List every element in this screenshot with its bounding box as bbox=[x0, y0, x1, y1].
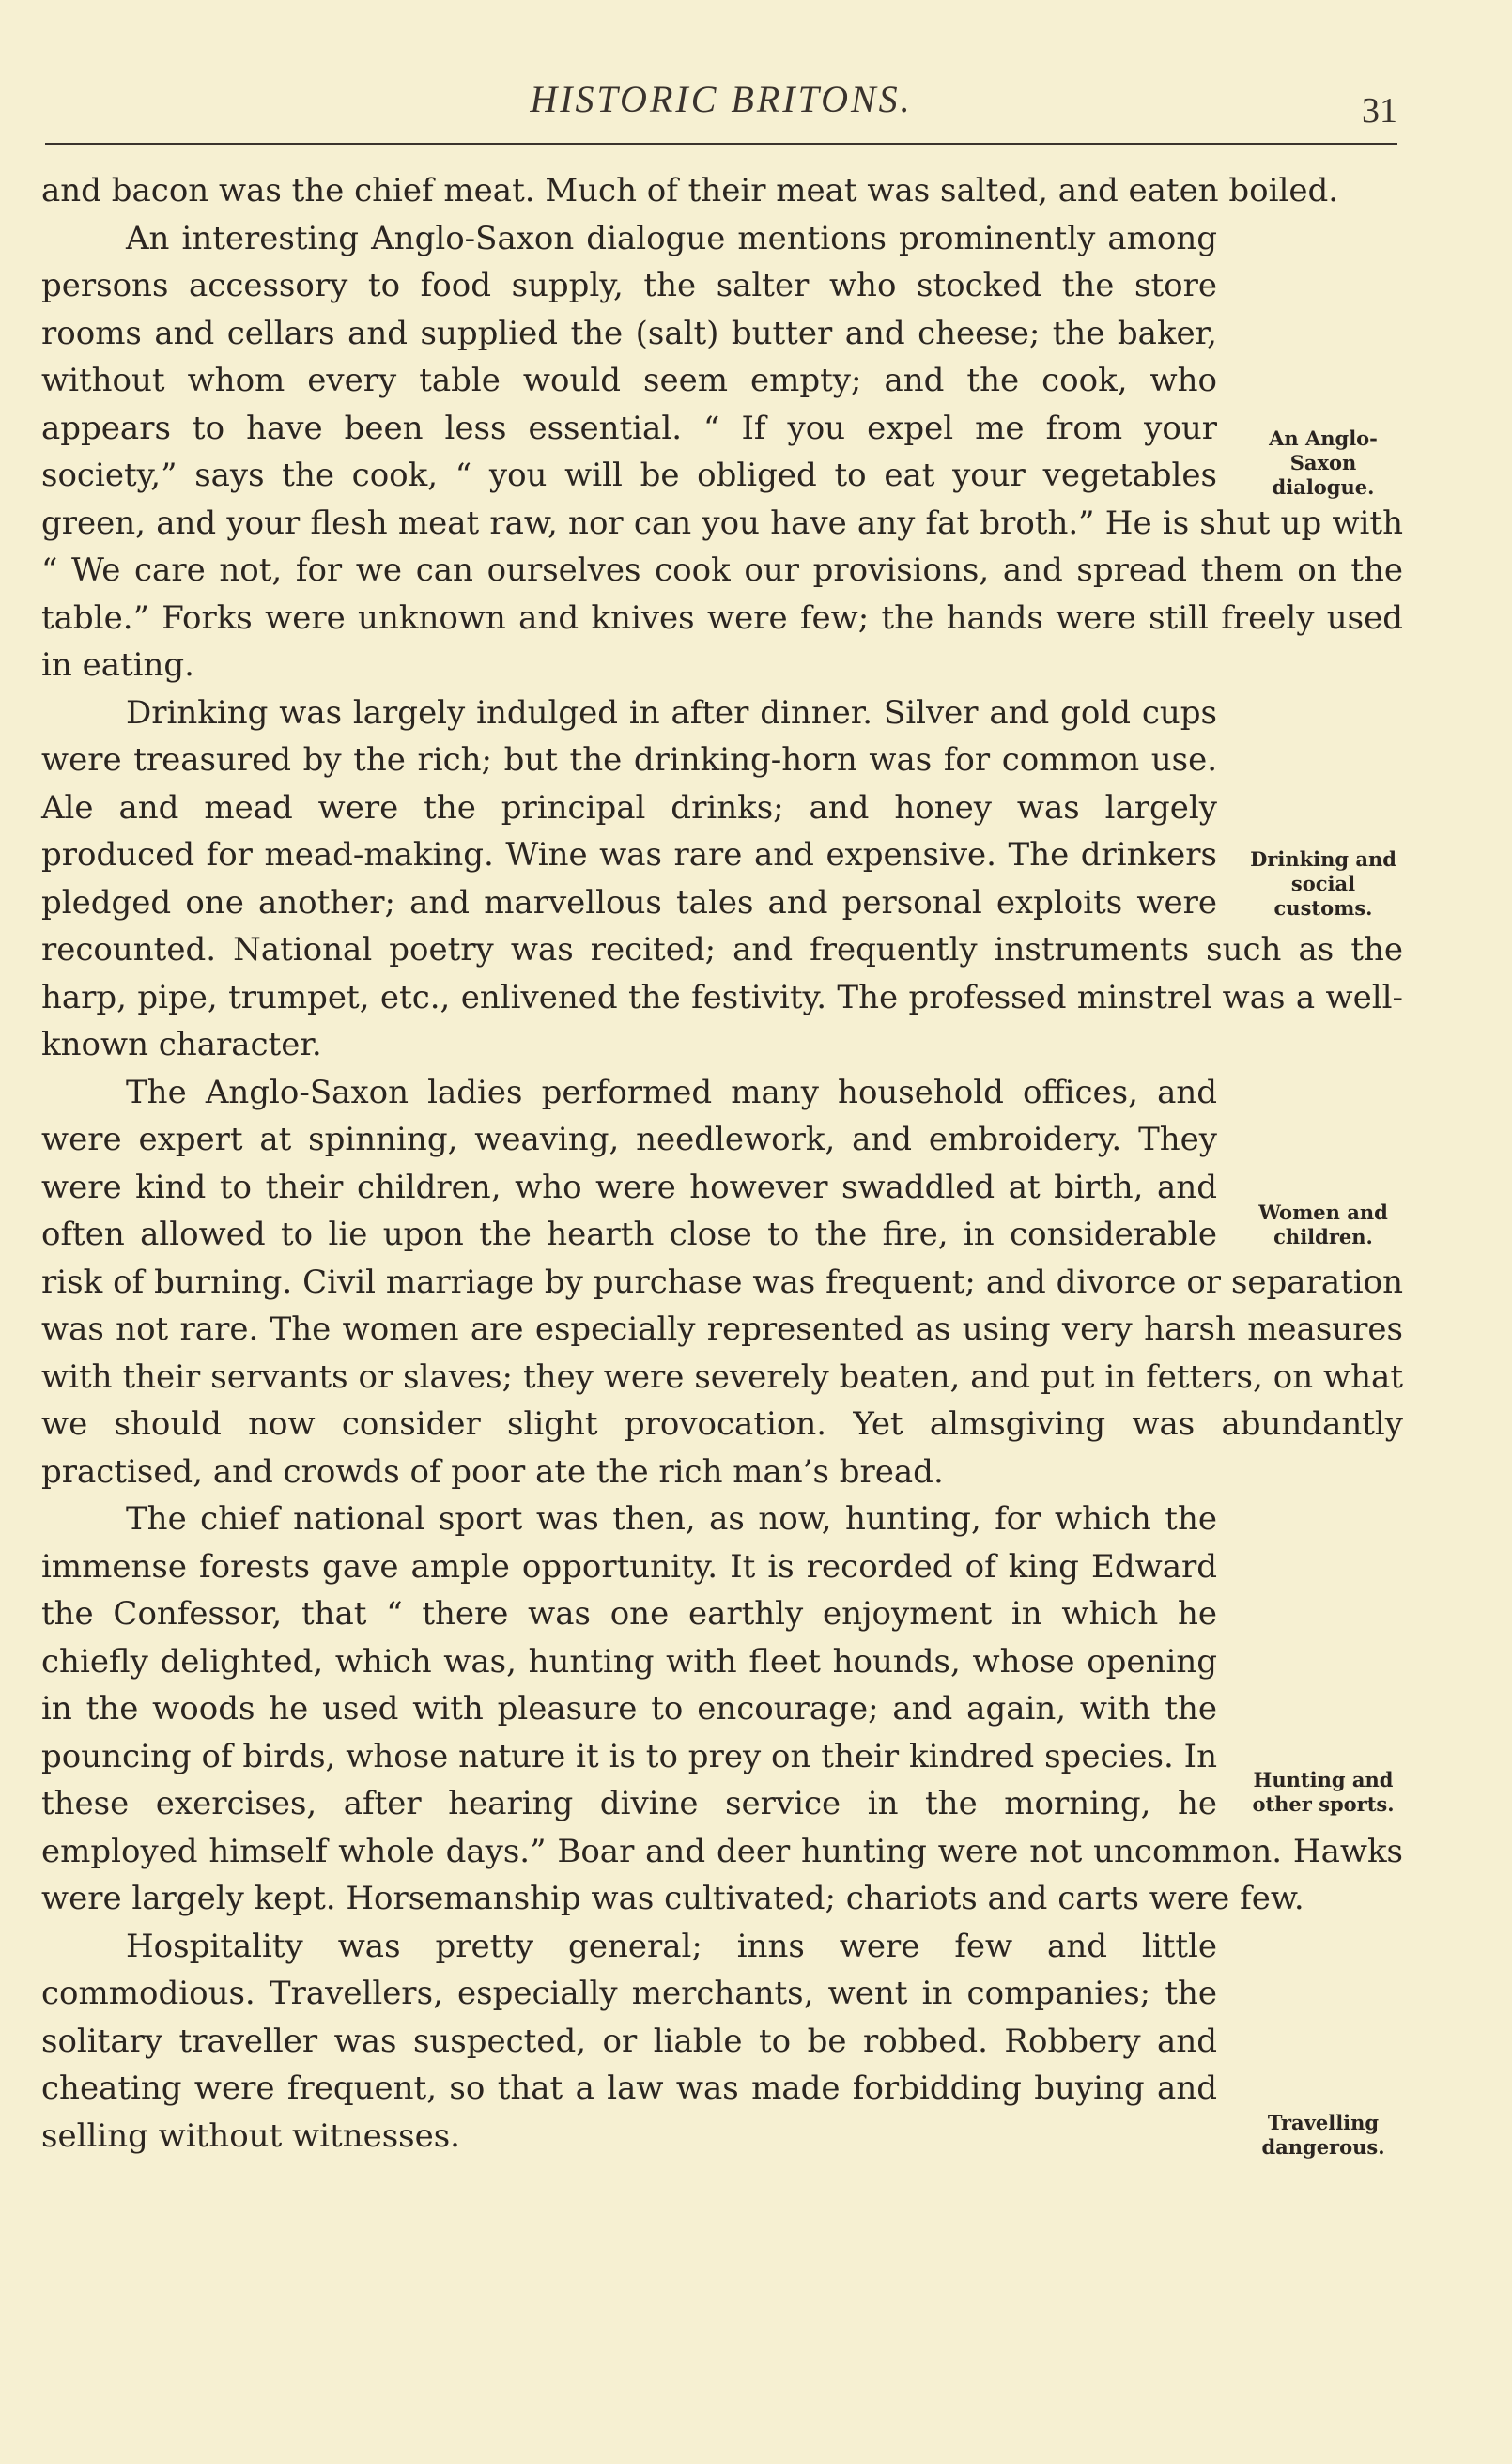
body-text bbox=[41, 167, 1403, 2160]
sidenote-travelling-dangerous: Travelling dangerous. bbox=[1261, 2110, 1385, 2159]
paragraph: An interesting Anglo-Saxon dialogue mentions prominently among persons accessory to food supply, the salter who stocked the store rooms and cellars and supplied the (salt) butter and cheese; the baker, without whom every table would seem empty; and the cook, who appears to have been less essential. “ If you expel me from your society,” says the cook, “ you will be obliged to eat your vegetables green, and your flesh meat raw, nor can you have any fat broth.” He is shut up with “ We care not, for we can ourselves cook our provisions, and spread them on the table.” Forks were unknown and knives were few; the hands were still freely used in eating. bbox=[41, 219, 1403, 684]
sidenote-drinking-customs: Drinking and social customs. bbox=[1250, 846, 1396, 920]
paragraph: and bacon was the chief meat. Much of their meat was salted, and eaten boiled. bbox=[41, 172, 1339, 209]
paragraph: Hospitality was pretty general; inns were few and little commodious. Travellers, especially merchants, went in companies; the solitary traveller was suspected, or liable to be robbed. Robbery and cheating were frequent, so that a law was made forbidding buying and selling without witnesses. bbox=[41, 1927, 1217, 2155]
sidenote-women-children: Women and children. bbox=[1258, 1200, 1388, 1248]
paragraph: The chief national sport was then, as now, hunting, for which the immense forests gave ample opportunity. It is recorded of king Edward the Confessor, that “ there was one earthly enjoyment in which he chiefly delighted, which was, hunting with fleet hounds, whose opening in the woods he used with pleasure to encourage; and again, with the pouncing of birds, whose nature it is to prey on their kindred species. In these exercises, after hearing divine service in the morning, he employed himself whole days.” Boar and deer hunting were not uncommon. Hawks were largely kept. Horsemanship was cultivated; chariots and carts were few. bbox=[41, 1500, 1403, 1917]
paragraph: The Anglo-Saxon ladies performed many household offices, and were expert at spinning, weaving, needlework, and embroidery. They were kind to their children, who were however swaddled at birth, and often allowed to lie upon the hearth close to the fire, in considerable risk of burning. Civil marriage by purchase was frequent; and divorce or separation was not rare. The women are especially represented as using very harsh measures with their servants or slaves; they were severely beaten, and put in fetters, on what we should now consider slight provocation. Yet almsgiving was abundantly practised, and crowds of poor ate the rich man’s bread. bbox=[41, 1073, 1403, 1491]
sidenote-anglo-saxon-dialogue: An Anglo-Saxon dialogue. bbox=[1269, 426, 1378, 499]
header-rule bbox=[45, 143, 1397, 145]
sidenote-hunting-sports: Hunting and other sports. bbox=[1252, 1768, 1395, 1816]
paragraph: Drinking was largely indulged in after dinner. Silver and gold cups were treasured by the rich; but the drinking-horn was for common use. Ale and mead were the principal drinks; and honey was largely produced for mead-making. Wine was rare and expensive. The drinkers pledged one another; and marvellous tales and personal exploits were recounted. National poetry was recited; and frequently instruments such as the harp, pipe, trumpet, etc., enlivened the festivity. The professed minstrel was a well-known character. bbox=[41, 693, 1403, 1063]
running-title: HISTORIC BRITONS. bbox=[530, 78, 913, 120]
page-header bbox=[45, 77, 1397, 143]
page-number: 31 bbox=[1362, 91, 1397, 131]
